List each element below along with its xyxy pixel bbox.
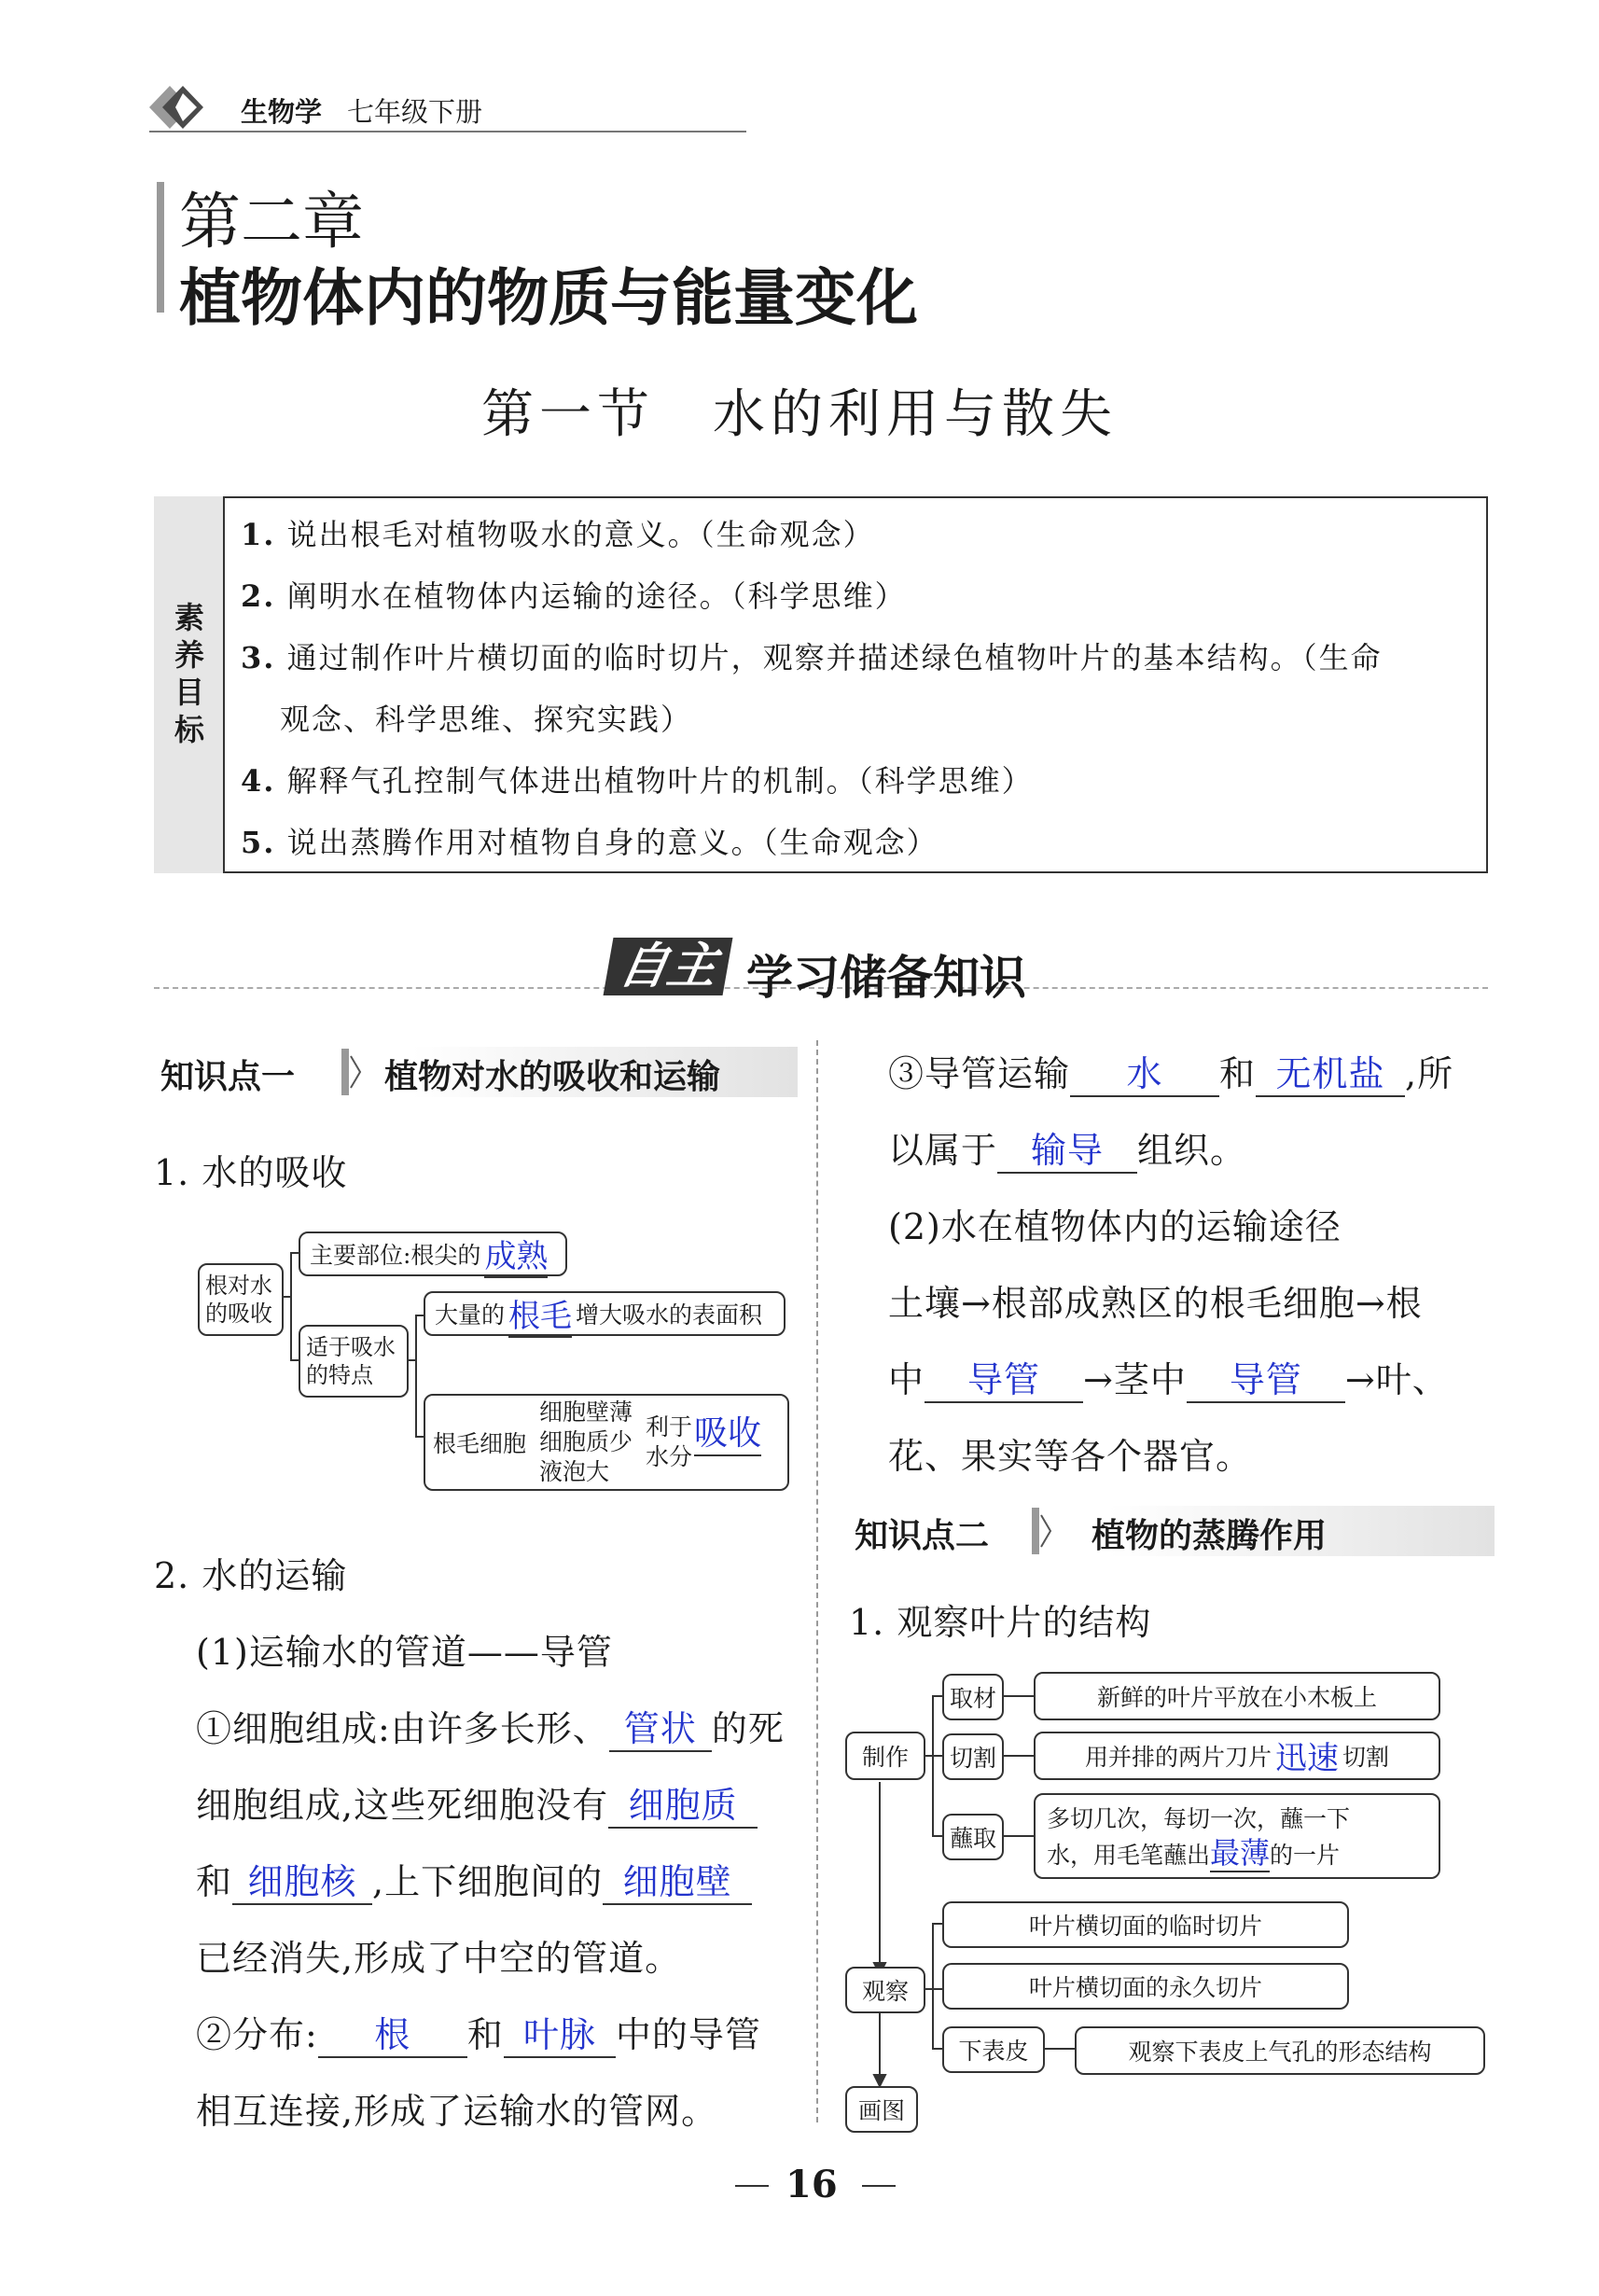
section-title: 第一节 水的利用与散失: [481, 384, 1118, 445]
kp1-dist-line1: ②分布: 根 和 叶脉 中的导管: [196, 2006, 761, 2058]
diagram-many-hairs: 大量的 根毛 增大吸水的表面积: [424, 1291, 786, 1336]
right-line3: (2)水在植物体内的运输途径: [888, 1206, 1342, 1247]
diagram-hair-cell: 根毛细胞 细胞壁薄 细胞质少 液泡大 利于 水分 吸收: [424, 1394, 789, 1491]
right-line6: 花、果实等各个器官。: [888, 1436, 1253, 1477]
kp1-cells-line4: 已经消失,形成了中空的管道。: [196, 1938, 682, 1979]
chapter-number: 第二章: [179, 186, 364, 257]
diagram-dip-desc: 多切几次，每切一次，蘸一下 水，用毛笔蘸出最薄的一片: [1034, 1793, 1440, 1879]
banner-title: 学习储备知识: [746, 951, 1026, 1005]
hair-cell-wall: 细胞壁薄: [539, 1398, 633, 1426]
diagram-take-desc: 新鲜的叶片平放在小木板上: [1034, 1672, 1440, 1720]
kp1-title: 植物对水的吸收和运输: [384, 1058, 721, 1096]
diagram-observe: 观察: [845, 1967, 925, 2013]
goal-item-1: 1. 说出根毛对植物吸水的意义。（生命观念）: [241, 517, 875, 552]
kp1-s2: 2. 水的运输: [154, 1555, 348, 1596]
diagram-dip: 蘸取: [942, 1814, 1004, 1860]
right-line1: ③导管运输 水 和 无机盐 ,所: [888, 1045, 1453, 1097]
diagram-lower-epidermis: 下表皮: [942, 2026, 1045, 2073]
diagram-cut: 切割: [942, 1733, 1004, 1780]
page-number-right-dash: [862, 2185, 896, 2187]
diagram-features: 适于吸水的特点: [299, 1325, 409, 1398]
kp2-tag: 知识点二: [855, 1517, 990, 1555]
diagram-make: 制作: [845, 1732, 925, 1780]
header-subject: 生物学: [241, 96, 323, 128]
goals-label: 素养目标: [174, 600, 204, 747]
kp1-s1: 1. 水的吸收: [154, 1152, 348, 1193]
right-line5: 中 导管 →茎中 导管 →叶、: [888, 1351, 1449, 1403]
right-line4: 土壤→根部成熟区的根毛细胞→根: [888, 1283, 1423, 1324]
kp1-dist-line2: 相互连接,形成了运输水的管网。: [196, 2091, 718, 2132]
kp1-cells-line1: ①细胞组成:由许多长形、 管状 的死: [196, 1700, 785, 1752]
hair-cell-answer: 吸收: [694, 1407, 761, 1456]
diagram-main-part: 主要部位:根尖的 成熟: [299, 1231, 567, 1276]
diagram-cut-desc: 用并排的两片刀片 迅速 切割: [1034, 1732, 1440, 1780]
header-grade: 七年级下册: [347, 96, 483, 128]
goal-item-3-cont: 观念、科学思维、探究实践）: [280, 702, 693, 737]
page-number-left-dash: [735, 2185, 769, 2187]
goal-item-2: 2. 阐明水在植物体内运输的途径。（科学思维）: [241, 578, 907, 614]
hair-cell-cytoplasm: 细胞质少: [539, 1428, 633, 1455]
diagram-lower-desc: 观察下表皮上气孔的形态结构: [1075, 2026, 1485, 2075]
chapter-title: 植物体内的物质与能量变化: [179, 262, 918, 334]
diagram-perm-slide: 叶片横切面的永久切片: [942, 1963, 1349, 2010]
kp1-cells-line3: 和 细胞核 ,上下细胞间的 细胞壁: [196, 1853, 752, 1905]
diagram-take: 取材: [942, 1674, 1004, 1720]
kp1-p1: (1)运输水的管道——导管: [196, 1632, 613, 1673]
diagram-draw: 画图: [845, 2086, 918, 2133]
goal-item-4: 4. 解释气孔控制气体进出植物叶片的机制。（科学思维）: [241, 763, 1034, 799]
kp2-title: 植物的蒸腾作用: [1091, 1517, 1328, 1555]
kp2-s1: 1. 观察叶片的结构: [849, 1602, 1152, 1643]
right-line2: 以属于 输导 组织。: [888, 1121, 1246, 1174]
goal-item-5: 5. 说出蒸腾作用对植物自身的意义。（生命观念）: [241, 825, 939, 860]
diagram-temp-slide: 叶片横切面的临时切片: [942, 1901, 1349, 1948]
kp1-tag: 知识点一: [160, 1058, 296, 1096]
banner-prefix: 自主: [604, 938, 733, 995]
diagram-root: 根对水的吸收: [198, 1263, 284, 1336]
page-number: 16: [786, 2163, 838, 2206]
goal-item-3: 3. 通过制作叶片横切面的临时切片，观察并描述绿色植物叶片的基本结构。（生命: [241, 640, 1383, 675]
kp1-cells-line2: 细胞组成,这些死细胞没有 细胞质: [196, 1776, 758, 1829]
hair-cell-vacuole: 液泡大: [539, 1458, 610, 1485]
